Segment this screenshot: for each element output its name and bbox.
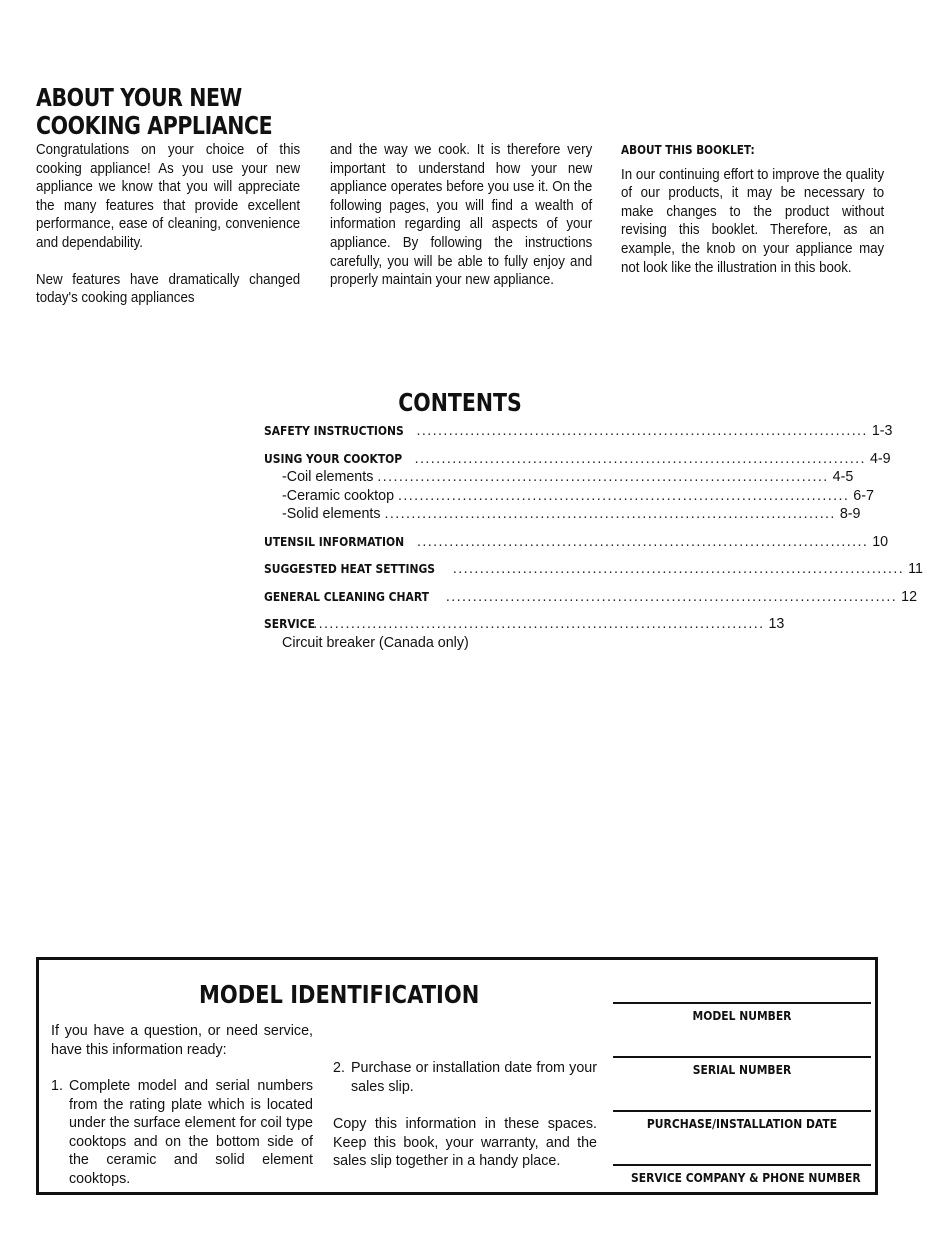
toc-note-circuit-breaker: Circuit breaker (Canada only) [282,634,469,651]
toc-label: SERVICE [264,616,315,631]
toc-row-ceramic-cooktop [264,487,874,506]
toc-page: 10 [872,533,889,550]
model-identification-box [36,957,878,1195]
toc-row-coil-elements [264,468,854,487]
step-text: Purchase or installation date from your sales slip. [351,1060,597,1095]
about-heading-line2: COOKING APPLIANCE [36,111,273,140]
field-label: SERVICE COMPANY & PHONE NUMBER [631,1170,861,1185]
model-copy-instructions: Copy this information in these spaces. Keep this book, your warranty, and the sales slip together in a handy place. [333,1116,597,1170]
toc-leader-dots: .................................................................................... [452,561,905,577]
model-number-field[interactable] [613,1002,871,1056]
about-paragraph-features-part2: and the way we cook. It is therefore very important to understand how your new appliance operates before you use it. On the following pages, you will find a wealth of information regarding all aspects of your appliance. By following the instructions carefully, you will be able to fully enjoy and properly maintain your new appliance. [330,142,593,289]
about-booklet-column [621,141,884,277]
toc-label: -Solid elements [282,506,381,522]
about-heading-line1: ABOUT YOUR NEW [36,83,242,112]
contents-title: CONTENTS [398,388,522,417]
toc-page: 12 [901,588,918,605]
toc-leader-dots: .................................................................................... [416,423,868,439]
model-intro: If you have a question, or need service, have this information ready: [51,1023,313,1058]
toc-row-utensil-information [264,533,889,552]
service-company-field[interactable] [613,1164,871,1218]
purchase-date-field[interactable] [613,1110,871,1164]
toc-label: -Ceramic cooktop [282,487,395,504]
toc-page: 11 [908,561,923,577]
toc-row-solid-elements [264,505,861,524]
field-label: SERIAL NUMBER [692,1062,792,1077]
toc-leader-dots: .................................................................................... [445,588,898,605]
model-step-2 [333,1059,597,1096]
toc-label: -Coil elements [282,469,374,485]
toc-leader-dots: .................................................................................... [416,533,869,550]
about-column-2 [330,141,592,290]
step-number: 1. [51,1078,63,1094]
model-fields [613,1002,871,1218]
step-text: Complete model and serial numbers from the rating plate which is located under the surface element for coil type cooktops and on the bottom side of the ceramic and solid element cooktops. [69,1078,313,1187]
about-column-1 [36,141,300,308]
toc-label: SUGGESTED HEAT SETTINGS [264,561,436,576]
toc-page: 1-3 [871,423,893,439]
toc-row-service [264,615,785,634]
about-paragraph-features-part1: New features have dramatically changed today's cooking appliances [36,271,301,307]
field-label: PURCHASE/INSTALLATION DATE [646,1116,838,1131]
toc-leader-dots: .................................................................................... [313,616,765,632]
toc-page: 4-9 [869,450,891,467]
booklet-heading: ABOUT THIS BOOKLET: [621,142,755,157]
model-identification-title: MODEL IDENTIFICATION [199,980,480,1009]
toc-row-safety-instructions [264,422,893,441]
toc-row-suggested-heat-settings [264,560,923,579]
toc-label: SAFETY INSTRUCTIONS [264,423,404,438]
toc-page: 4-5 [832,469,854,485]
toc-label: USING YOUR COOKTOP [264,450,403,466]
booklet-text: In our continuing effort to improve the quality of our products, it may be necessary to make changes to the product without revising this booklet. Therefore, as an example, the knob on your appliance may not look like the illustration in this book. [621,166,885,276]
toc-leader-dots: .................................................................................... [414,450,866,467]
toc-page: 13 [768,616,785,632]
toc-label: GENERAL CLEANING CHART [264,588,429,604]
model-step-1 [51,1077,313,1189]
toc-leader-dots: .................................................................................... [384,506,836,522]
step-number: 2. [333,1060,345,1076]
serial-number-field[interactable] [613,1056,871,1110]
field-label: MODEL NUMBER [692,1008,792,1023]
toc-page: 8-9 [839,506,861,522]
toc-leader-dots: .................................................................................... [398,487,850,504]
toc-row-using-your-cooktop [264,450,891,469]
toc-label: UTENSIL INFORMATION [264,533,405,549]
toc-row-general-cleaning-chart [264,588,918,607]
toc-leader-dots: .................................................................................... [377,469,829,485]
about-heading [36,84,272,140]
about-paragraph-congratulations: Congratulations on your choice of this cooking appliance! As you use your new appliance we know that you will appreciate the many features that provide excellent performance, ease of cleaning, convenience and dependability. [36,142,301,251]
contents-list [264,422,923,652]
toc-page: 6-7 [853,487,874,504]
